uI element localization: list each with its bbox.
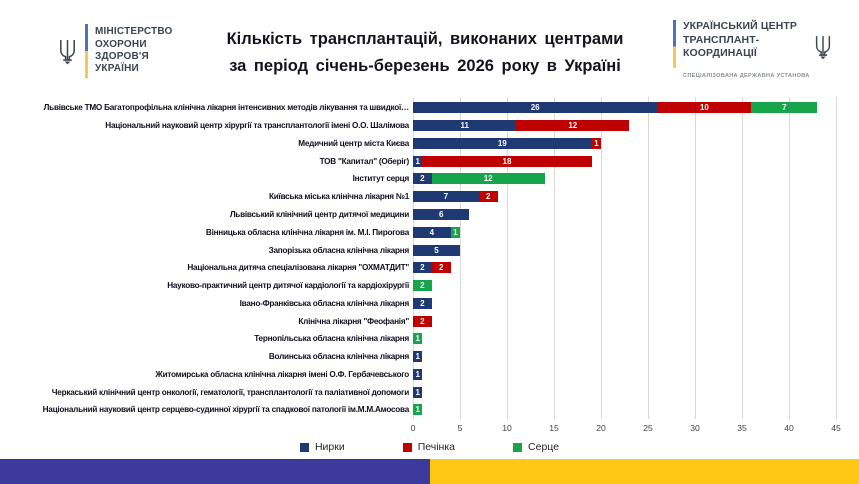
- legend-label: Серце: [528, 441, 560, 453]
- bar-segment-Серце: 2: [413, 280, 432, 291]
- legend: [0, 441, 859, 453]
- trident-icon: [57, 38, 78, 65]
- legend-swatch: [513, 443, 522, 452]
- title-line-1: Кількість трансплантацій, виконаних центрами: [226, 30, 624, 48]
- category-label: Запорізька обласна клінічна лікарня: [268, 245, 409, 255]
- footer-yellow-block: [430, 459, 859, 484]
- category-label: Львівський клінічний центр дитячої медицини: [229, 209, 409, 219]
- moh-line: ЗДОРОВ'Я: [95, 51, 149, 62]
- category-label: Національний науковий центр серцево-судинної хірургії та спадкової патології ім.М.М.Амосова: [42, 405, 409, 415]
- category-label: Волинська обласна клінічна лікарня: [268, 352, 409, 362]
- legend-label: Печінка: [417, 441, 456, 453]
- x-axis-tick: 45: [831, 423, 841, 433]
- category-label: Житомирська обласна клінічна лікарня імені О.Ф. Гербачевського: [155, 369, 409, 379]
- bar-segment-Нирки: 6: [413, 209, 469, 220]
- bar-segment-Нирки: 1: [413, 387, 422, 398]
- x-axis-tick: 25: [643, 423, 653, 433]
- bar-segment-Печінка: 18: [422, 156, 591, 167]
- uctc-subtitle: СПЕЦІАЛІЗОВАНА ДЕРЖАВНА УСТАНОВА: [683, 73, 810, 79]
- chart-row: [0, 241, 859, 259]
- bar-track: [413, 120, 629, 131]
- chart-row: [0, 135, 859, 153]
- category-label: Національний науковий центр хірургії та трансплантології імені О.О. Шалімова: [105, 121, 409, 131]
- bar-track: [413, 298, 432, 309]
- category-label: Науково-практичний центр дитячої кардіології та кардіохірургії: [167, 281, 409, 291]
- chart-row: [0, 117, 859, 135]
- x-axis-tick: 35: [737, 423, 747, 433]
- chart-row: [0, 170, 859, 188]
- moh-logo: [57, 24, 173, 78]
- category-label: Івано-Франківська обласна клінічна лікарня: [239, 298, 409, 308]
- x-axis-tick: 30: [690, 423, 700, 433]
- bar-segment-Серце: 7: [751, 102, 817, 113]
- footer-stripe: [0, 459, 859, 484]
- bar-segment-Нирки: 19: [413, 138, 592, 149]
- bar-track: [413, 209, 469, 220]
- category-label: Клінічна лікарня "Феофанія": [298, 316, 409, 326]
- category-label: Черкаський клінічний центр онкології, гематології, трансплантології та паліативної допомоги: [51, 387, 409, 397]
- category-label: Львівське ТМО Багатопрофільна клінічна лікарня інтенсивних методів лікування та швидкої…: [43, 103, 409, 113]
- x-axis-tick: 15: [549, 423, 559, 433]
- bar-segment-Серце: 1: [413, 404, 422, 415]
- bar-segment-Нирки: 1: [413, 156, 422, 167]
- bar-segment-Печінка: 12: [516, 120, 629, 131]
- bar-segment-Серце: 1: [413, 333, 422, 344]
- chart-row: [0, 348, 859, 366]
- moh-logo-text: [95, 26, 173, 75]
- bar-segment-Нирки: 1: [413, 369, 422, 380]
- bar-track: [413, 316, 432, 327]
- bar-segment-Нирки: 2: [413, 298, 432, 309]
- title-line-2: за період січень-березень 2026 року в Україні: [229, 57, 621, 76]
- footer-blue-block: [0, 459, 430, 484]
- category-label: ТОВ "Капитал" (Оберіг): [319, 156, 409, 166]
- bar-segment-Нирки: 1: [413, 351, 422, 362]
- bar-track: [413, 138, 601, 149]
- logo-divider-bar: [673, 20, 676, 68]
- bar-segment-Печінка: 2: [413, 316, 432, 327]
- category-label: Вінницька обласна клінічна лікарня ім. М.І. Пирогова: [205, 227, 409, 237]
- moh-line: ОХОРОНИ: [95, 38, 147, 50]
- chart-row: [0, 383, 859, 401]
- chart-row: [0, 259, 859, 277]
- chart-row: [0, 277, 859, 295]
- bar-segment-Нирки: 2: [413, 262, 432, 273]
- bar-track: [413, 369, 422, 380]
- chart-row: [0, 206, 859, 224]
- chart-row: [0, 401, 859, 419]
- bar-track: [413, 173, 545, 184]
- bar-segment-Нирки: 5: [413, 245, 460, 256]
- chart-row: [0, 223, 859, 241]
- bar-segment-Нирки: 4: [413, 227, 451, 238]
- x-axis-tick: 20: [596, 423, 606, 433]
- bar-segment-Нирки: 11: [413, 120, 516, 131]
- category-label: Тернопільська обласна клінічна лікарня: [254, 334, 409, 344]
- chart-row: [0, 365, 859, 383]
- bar-track: [413, 262, 451, 273]
- bar-segment-Печінка: 2: [432, 262, 451, 273]
- category-label: Інститут серця: [352, 174, 409, 184]
- bar-segment-Нирки: 2: [413, 173, 432, 184]
- chart-row: [0, 294, 859, 312]
- bar-track: [413, 280, 432, 291]
- moh-line: МІНІСТЕРСТВО: [95, 26, 173, 38]
- bar-segment-Серце: 1: [451, 227, 460, 238]
- chart-row: [0, 312, 859, 330]
- bar-segment-Серце: 12: [432, 173, 545, 184]
- legend-label: Нирки: [314, 441, 345, 453]
- legend-item-Серце: [513, 441, 559, 453]
- category-label: Національна дитяча спеціалізована лікарня "ОХМАТДИТ": [187, 263, 409, 273]
- chart-row: [0, 152, 859, 170]
- bar-segment-Печінка: 2: [479, 191, 498, 202]
- x-axis-tick: 40: [784, 423, 794, 433]
- chart-title: [185, 26, 665, 80]
- legend-swatch: [403, 443, 412, 452]
- category-label: Медичний центр міста Києва: [298, 138, 409, 148]
- logo-divider-bar: [85, 24, 88, 78]
- bar-segment-Печінка: 10: [657, 102, 751, 113]
- bar-track: [413, 102, 817, 113]
- x-axis-tick: 5: [457, 423, 463, 433]
- x-axis: [410, 423, 841, 435]
- category-label: Київська міська клінічна лікарня №1: [269, 192, 409, 202]
- uctc-line: КООРДИНАЦІЇ: [683, 47, 757, 60]
- bar-track: [413, 227, 460, 238]
- bar-segment-Нирки: 7: [413, 191, 479, 202]
- bar-track: [413, 191, 498, 202]
- uctc-logo: [673, 20, 851, 79]
- bar-track: [413, 245, 460, 256]
- legend-swatch: [300, 443, 309, 452]
- uctc-line: УКРАЇНСЬКИЙ ЦЕНТР: [683, 20, 798, 32]
- uctc-line: ТРАНСПЛАНТ-: [683, 33, 760, 46]
- bar-track: [413, 387, 422, 398]
- moh-line: УКРАЇНИ: [95, 63, 139, 75]
- chart-row: [0, 188, 859, 206]
- chart-row: [0, 330, 859, 348]
- uctc-logo-text: [683, 20, 797, 68]
- chart-rows: [0, 99, 859, 419]
- x-axis-tick: 10: [502, 423, 512, 433]
- bar-track: [413, 404, 422, 415]
- bar-track: [413, 351, 422, 362]
- bar-track: [413, 156, 592, 167]
- chart-row: [0, 99, 859, 117]
- trident-icon: [813, 34, 833, 60]
- bar-segment-Печінка: 1: [592, 138, 601, 149]
- legend-item-Печінка: [403, 441, 455, 453]
- x-axis-tick: 0: [410, 423, 416, 433]
- bar-chart: [0, 99, 859, 439]
- header: [0, 0, 859, 97]
- legend-item-Нирки: [300, 441, 345, 453]
- bar-segment-Нирки: 26: [413, 102, 657, 113]
- bar-track: [413, 333, 422, 344]
